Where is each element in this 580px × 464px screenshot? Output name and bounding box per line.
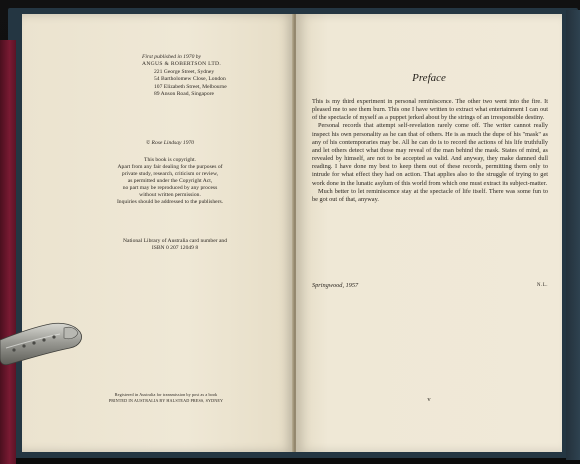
isbn-line: ISBN 0 207 12049 8 [151, 245, 199, 251]
copyright-notice-line: This book is copyright. [144, 157, 196, 163]
copyright-notice-line: Inquiries should be addressed to the publishers. [116, 199, 224, 205]
preface-paragraph: Much better to let reminiscence stay at the spectacle of life itself. There was some fun to be got out of that, anyway. [312, 187, 548, 203]
copyright-block [88, 140, 252, 206]
preface-title: Preface [412, 72, 446, 84]
isbn-line: National Library of Australia card number and [122, 238, 228, 244]
publisher-address: 107 Elizabeth Street, Melbourne [154, 83, 227, 90]
left-page [22, 14, 294, 452]
publisher-address: 89 Anson Road, Singapore [154, 91, 214, 98]
copyright-notice-line: Apart from any fair dealing for the purposes of [117, 164, 223, 170]
registration-block [66, 392, 266, 404]
signoff-initials: N.L. [536, 283, 548, 288]
preface-paragraph: Personal records that attempt self-revelation rarely come off. The writer cannot really inspect his own personality as he can that of others. He is as much the dupe of his "mask" as any of his contemporaries may be. All he can do is to record the actions of his life truthfully and let others detect what those may reveal of the man behind the mask. States of mind, as revealed by himself, are not to be accepted as valid. And anyway, they make damned dull reading. I have done my best to keep them out of these records, permitting them only to intrude for what effect they had on action. That applies also to the struggle of trying to get work done in the lunatic asylum of this world from which one must extract its subject-matter. [312, 122, 548, 187]
publication-block [142, 54, 292, 98]
preface-body [312, 98, 548, 204]
copyright-holder: © Rose Lindsay 1970 [145, 140, 195, 146]
publisher-address: 54 Bartholomew Close, London [154, 76, 226, 83]
preface-paragraph: This is my third experiment in personal reminiscence. The other two went into the fire. It pleased me to see them burn. This one I have written to extract what entertainment I can out of the spectacle of myself as a puppet jerked about by the strings of an irresponsible destiny. [312, 98, 548, 122]
publisher-address: 221 George Street, Sydney [154, 68, 215, 75]
first-published-line: First published in 1970 by [142, 54, 202, 60]
right-page [296, 14, 562, 452]
registration-line: Registered in Australia for transmission by post as a book [114, 392, 218, 397]
page-clip-icon [0, 318, 84, 368]
cover-edge-right [566, 10, 580, 460]
signoff-place-date: Springwood, 1957 [312, 282, 359, 289]
copyright-notice-line: private study, research, criticism or review, [121, 171, 219, 177]
publisher-name: ANGUS & ROBERTSON LTD. [142, 61, 222, 68]
printer-line: PRINTED IN AUSTRALIA BY HALSTEAD PRESS, SYDNEY [108, 398, 224, 403]
copyright-notice-line: without written permission. [139, 192, 201, 198]
copyright-notice-line: as permitted under the Copyright Act, [127, 178, 213, 184]
red-book-edge [0, 40, 16, 464]
page-number: v [427, 396, 431, 403]
isbn-block [90, 238, 260, 252]
copyright-notice-line: no part may be reproduced by any process [122, 185, 218, 191]
preface-signoff [312, 282, 548, 290]
